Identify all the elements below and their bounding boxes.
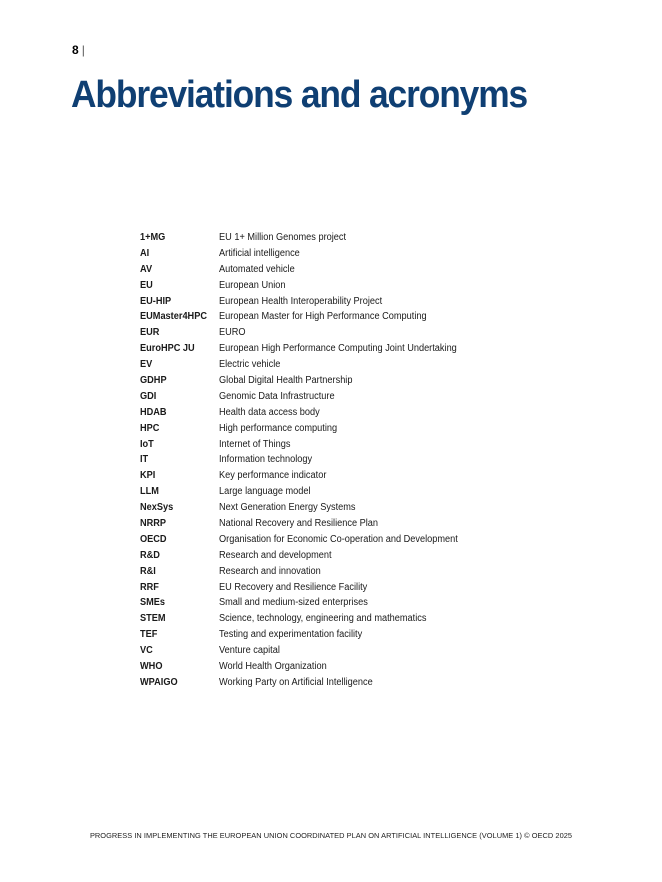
abbreviation-row bbox=[140, 278, 540, 294]
abbreviation-definition-text: EU Recovery and Resilience Facility bbox=[219, 581, 368, 593]
abbreviation-row bbox=[140, 294, 540, 310]
abbreviation-definition bbox=[219, 230, 357, 246]
abbreviation-term bbox=[140, 484, 219, 500]
abbreviation-term-text: TEF bbox=[140, 629, 158, 641]
abbreviation-definition-text: Automated vehicle bbox=[219, 263, 295, 275]
abbreviation-term-text: SMEs bbox=[140, 597, 166, 609]
abbreviation-term-text: EU-HIP bbox=[140, 295, 172, 307]
abbreviation-definition bbox=[219, 294, 396, 310]
abbreviation-row bbox=[140, 500, 540, 516]
abbreviation-definition-text: Research and development bbox=[219, 549, 332, 561]
abbreviation-term-text: EV bbox=[140, 359, 153, 371]
abbreviation-term-text: NexSys bbox=[140, 502, 174, 514]
abbreviation-row bbox=[140, 643, 540, 659]
abbreviation-term bbox=[140, 468, 219, 484]
abbreviation-definition-text: Genomic Data Infrastructure bbox=[219, 390, 335, 402]
abbreviation-definition-text: Artificial intelligence bbox=[219, 247, 300, 259]
abbreviation-term bbox=[140, 341, 219, 357]
abbreviation-definition bbox=[219, 532, 479, 548]
abbreviation-row bbox=[140, 564, 540, 580]
abbreviation-definition-text: Internet of Things bbox=[219, 438, 291, 450]
abbreviation-term-text: RRF bbox=[140, 581, 159, 593]
abbreviation-term-text: IoT bbox=[140, 438, 154, 450]
abbreviation-definition bbox=[219, 484, 319, 500]
abbreviation-term bbox=[140, 278, 219, 294]
abbreviation-term-text: R&D bbox=[140, 549, 160, 561]
abbreviation-term bbox=[140, 516, 219, 532]
abbreviation-term bbox=[140, 262, 219, 278]
abbreviation-term bbox=[140, 421, 219, 437]
abbreviation-term bbox=[140, 294, 219, 310]
abbreviation-definition-text: Research and innovation bbox=[219, 565, 321, 577]
abbreviation-term-text: HPC bbox=[140, 422, 160, 434]
page-number bbox=[72, 43, 85, 57]
abbreviation-definition-text: Electric vehicle bbox=[219, 359, 281, 371]
abbreviation-definition bbox=[219, 468, 336, 484]
abbreviation-row bbox=[140, 580, 540, 596]
abbreviation-term-text: EuroHPC JU bbox=[140, 343, 195, 355]
abbreviation-definition-text: Venture capital bbox=[219, 645, 280, 657]
abbreviation-term bbox=[140, 595, 219, 611]
abbreviation-term bbox=[140, 405, 219, 421]
abbreviation-row bbox=[140, 309, 540, 325]
abbreviation-definition bbox=[219, 580, 380, 596]
abbreviation-definition-text: Health data access body bbox=[219, 406, 320, 418]
abbreviation-term-text: GDHP bbox=[140, 375, 167, 387]
abbreviation-row bbox=[140, 405, 540, 421]
abbreviation-row bbox=[140, 627, 540, 643]
abbreviation-row bbox=[140, 675, 540, 691]
abbreviation-term bbox=[140, 675, 219, 691]
abbreviation-term bbox=[140, 246, 219, 262]
abbreviation-term-text: LLM bbox=[140, 486, 159, 498]
abbreviation-definition bbox=[219, 421, 347, 437]
abbreviation-term-text: 1+MG bbox=[140, 232, 166, 243]
abbreviation-definition bbox=[219, 500, 367, 516]
page-number-separator: | bbox=[81, 43, 85, 57]
abbreviation-definition-text: Small and medium-sized enterprises bbox=[219, 597, 368, 609]
page-footer: PROGRESS IN IMPLEMENTING THE EUROPEAN UNION COORDINATED PLAN ON ARTIFICIAL INTELLIGENCE (VOLUME 1) © OECD 2025 bbox=[89, 831, 573, 840]
abbreviation-term-text: R&I bbox=[140, 565, 156, 577]
abbreviation-term bbox=[140, 452, 219, 468]
abbreviation-definition bbox=[219, 675, 386, 691]
abbreviation-definition bbox=[219, 611, 445, 627]
abbreviation-definition-text: World Health Organization bbox=[219, 661, 327, 673]
abbreviation-term bbox=[140, 627, 219, 643]
abbreviation-term bbox=[140, 357, 219, 373]
abbreviation-term-text: EUR bbox=[140, 327, 160, 339]
abbreviation-definition-text: Global Digital Health Partnership bbox=[219, 375, 353, 387]
abbreviation-definition-text: Next Generation Energy Systems bbox=[219, 502, 356, 514]
abbreviation-term bbox=[140, 500, 219, 516]
abbreviation-row bbox=[140, 659, 540, 675]
abbreviation-row bbox=[140, 325, 540, 341]
abbreviation-definition bbox=[219, 278, 291, 294]
abbreviation-term bbox=[140, 309, 219, 325]
abbreviation-term-text: HDAB bbox=[140, 406, 167, 418]
abbreviation-definition bbox=[219, 246, 307, 262]
abbreviation-definition-text: European Master for High Performance Computing bbox=[219, 311, 427, 323]
abbreviation-definition bbox=[219, 643, 285, 659]
abbreviation-definition-text: EU 1+ Million Genomes project bbox=[219, 232, 347, 243]
abbreviation-definition bbox=[219, 548, 341, 564]
abbreviation-row bbox=[140, 246, 540, 262]
abbreviation-term bbox=[140, 325, 219, 341]
abbreviation-definition bbox=[219, 659, 336, 675]
abbreviation-definition bbox=[219, 309, 445, 325]
abbreviation-term-text: STEM bbox=[140, 613, 166, 625]
abbreviation-term-text: GDI bbox=[140, 390, 157, 402]
abbreviation-definition bbox=[219, 452, 320, 468]
abbreviations-list bbox=[140, 230, 540, 691]
abbreviation-term-text: EU bbox=[140, 279, 153, 291]
abbreviation-row bbox=[140, 532, 540, 548]
abbreviation-term bbox=[140, 532, 219, 548]
abbreviation-term bbox=[140, 580, 219, 596]
abbreviation-definition bbox=[219, 373, 364, 389]
abbreviation-term bbox=[140, 373, 219, 389]
abbreviation-row bbox=[140, 611, 540, 627]
abbreviation-row bbox=[140, 341, 540, 357]
abbreviation-definition-text: Information technology bbox=[219, 454, 313, 466]
abbreviation-term-text: OECD bbox=[140, 533, 167, 545]
abbreviation-definition-text: Key performance indicator bbox=[219, 470, 327, 482]
abbreviation-row bbox=[140, 262, 540, 278]
abbreviation-definition bbox=[219, 389, 345, 405]
abbreviation-term-text: EUMaster4HPC bbox=[140, 311, 207, 323]
abbreviation-definition-text: Large language model bbox=[219, 486, 311, 498]
abbreviation-definition-text: Organisation for Economic Co-operation and Development bbox=[219, 533, 458, 545]
abbreviation-definition-text: Testing and experimentation facility bbox=[219, 629, 363, 641]
abbreviation-definition-text: Working Party on Artificial Intelligence bbox=[219, 676, 373, 688]
abbreviation-row bbox=[140, 595, 540, 611]
abbreviation-definition-text: European Union bbox=[219, 279, 286, 291]
abbreviation-definition bbox=[219, 595, 381, 611]
abbreviation-term bbox=[140, 389, 219, 405]
abbreviation-term-text: KPI bbox=[140, 470, 156, 482]
abbreviation-term-text: WPAIGO bbox=[140, 676, 178, 688]
abbreviation-definition bbox=[219, 325, 248, 341]
abbreviation-definition bbox=[219, 437, 297, 453]
abbreviation-definition-text: European Health Interoperability Project bbox=[219, 295, 383, 307]
abbreviation-term-text: VC bbox=[140, 645, 153, 657]
abbreviation-row bbox=[140, 548, 540, 564]
abbreviation-term bbox=[140, 611, 219, 627]
abbreviation-definition-text: Science, technology, engineering and mathematics bbox=[219, 613, 427, 625]
abbreviation-definition bbox=[219, 564, 330, 580]
abbreviation-definition bbox=[219, 262, 301, 278]
abbreviation-term-text: NRRP bbox=[140, 518, 167, 530]
abbreviation-row bbox=[140, 421, 540, 437]
abbreviation-term bbox=[140, 230, 219, 246]
abbreviation-definition bbox=[219, 341, 477, 357]
abbreviation-term-text: AI bbox=[140, 247, 150, 259]
abbreviation-row bbox=[140, 452, 540, 468]
abbreviation-definition bbox=[219, 357, 286, 373]
abbreviation-term bbox=[140, 548, 219, 564]
abbreviation-term bbox=[140, 437, 219, 453]
abbreviation-term-text: AV bbox=[140, 263, 153, 275]
abbreviation-row bbox=[140, 484, 540, 500]
abbreviation-definition bbox=[219, 516, 392, 532]
abbreviation-definition-text: EURO bbox=[219, 327, 246, 339]
abbreviation-definition-text: National Recovery and Resilience Plan bbox=[219, 518, 379, 530]
abbreviation-definition bbox=[219, 627, 375, 643]
abbreviation-definition-text: High performance computing bbox=[219, 422, 338, 434]
abbreviation-row bbox=[140, 373, 540, 389]
abbreviation-row bbox=[140, 357, 540, 373]
abbreviation-term bbox=[140, 643, 219, 659]
abbreviation-row bbox=[140, 437, 540, 453]
page-number-value: 8 bbox=[72, 43, 79, 57]
abbreviation-row bbox=[140, 468, 540, 484]
abbreviation-row bbox=[140, 389, 540, 405]
page-title: Abbreviations and acronyms bbox=[71, 74, 528, 116]
abbreviation-row bbox=[140, 516, 540, 532]
abbreviation-definition-text: European High Performance Computing Joint Undertaking bbox=[219, 343, 457, 355]
abbreviation-term bbox=[140, 564, 219, 580]
abbreviation-term bbox=[140, 659, 219, 675]
abbreviation-definition bbox=[219, 405, 329, 421]
abbreviation-row bbox=[140, 230, 540, 246]
abbreviation-term-text: IT bbox=[140, 454, 149, 466]
abbreviation-term-text: WHO bbox=[140, 661, 163, 673]
